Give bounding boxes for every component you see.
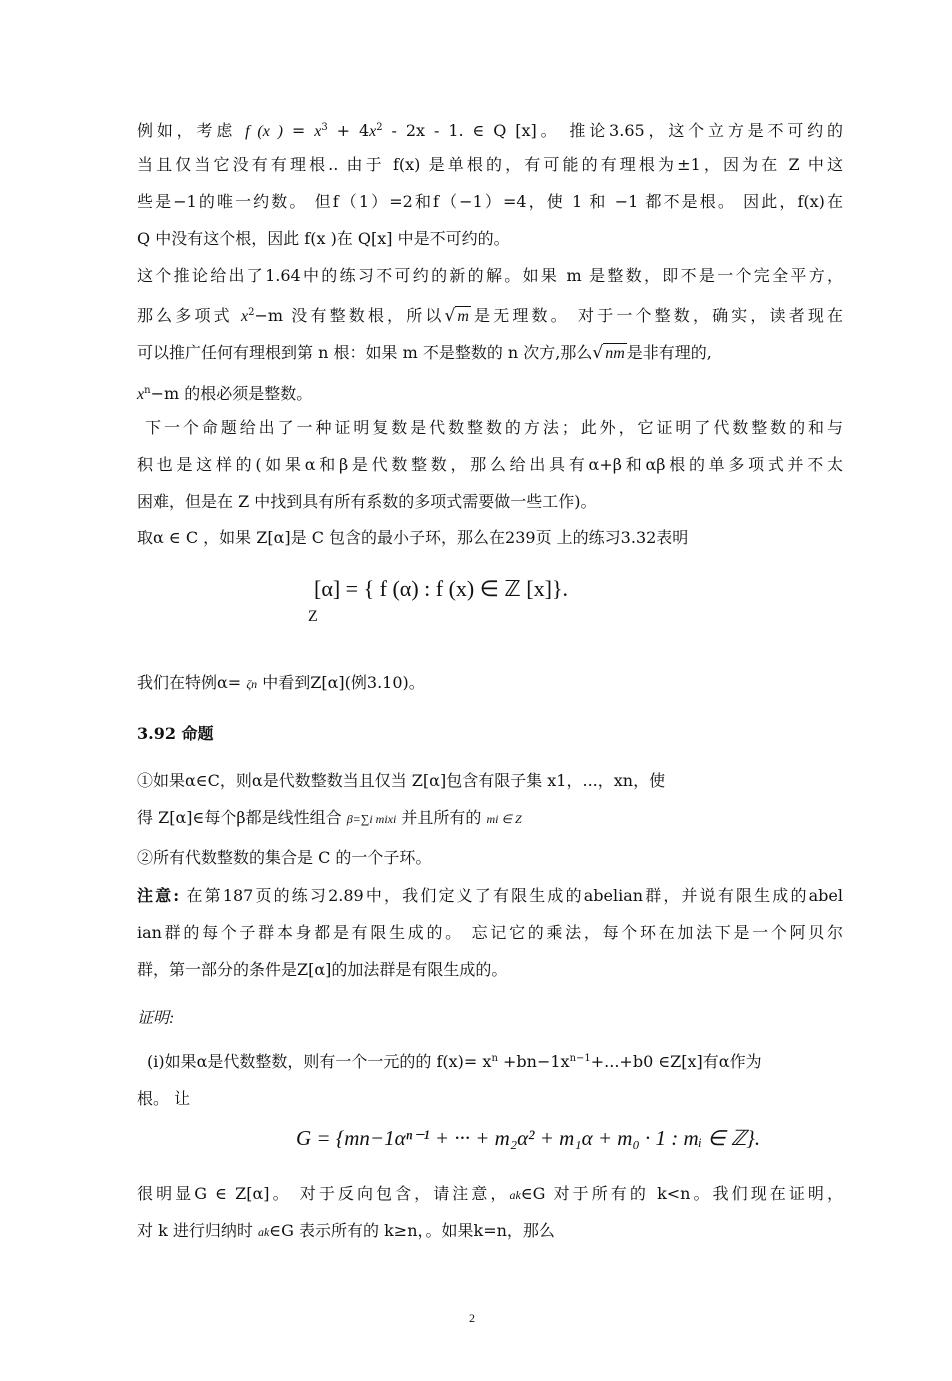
text-line: ian群的每个子群本身都是有限生成的。 忘记它的乘法，每个环在加法下是一个阿贝尔 [137,923,843,942]
text-line: ②所有代数整数的集合是 C 的一个子环。 [137,848,432,867]
text-span: 在第187页的练习2.89中，我们定义了有限生成的abelian群，并说有限生成的abel [179,886,843,905]
text-line: 群，第一部分的条件是Z[α]的加法群是有限生成的。 [137,960,508,979]
sqrt-symbol: √ [592,343,604,363]
text-line: 根。 让 [137,1089,191,1108]
text-span: −m 没有整数根，所以 [254,306,445,325]
math-formula: mi ∈ Z [486,812,522,826]
math-exponent: n−1 [569,1053,591,1064]
text-line [137,303,843,327]
math-exponent: n [491,1053,498,1064]
page-number: 2 [469,1311,475,1325]
math-ak: ak [257,1225,270,1239]
math-exponent: 2 [376,122,383,133]
text-span: 得 Z[α]∈每个β都是线性组合 [137,808,347,827]
text-span: 是无理数。 对于一个整数，确实，读者现在 [470,306,843,325]
text-span: 例如，考虑 [137,121,237,140]
formula-subscript: Z [308,608,318,625]
display-formula: [α] = { f (α) : f (x) ∈ ℤ [x]}. [314,576,568,601]
text-span: +bn−1x [497,1052,570,1071]
text-line [137,118,843,142]
text-line: 困难，但是在 Z 中找到具有所有系数的多项式需要做一些工作)。 [137,492,597,511]
text-span: ∈G 对于所有的 k<n。我们现在证明， [520,1184,843,1203]
text-span: (i)如果α是代数整数，则有一个一元的的 f(x)= x [147,1052,492,1071]
math-radicand: nm [605,345,625,362]
math-zeta: ζn [246,677,258,691]
text-line [137,343,712,364]
text-line [147,1049,762,1072]
math-radicand: m [457,308,469,325]
text-span: 那么多项式 [137,306,241,325]
math-exponent: n [144,385,151,396]
text-span: 对 k 进行归纳时 [137,1221,258,1240]
math-fx: f (x ) [245,123,283,140]
text-line: ①如果α∈C，则α是代数整数当且仅当 Z[α]包含有限子集 x1，...，xn，使 [137,771,666,790]
text-span: + 4 [327,121,370,140]
text-span: 我们在特例α= [137,673,247,692]
math-var: x [369,123,377,140]
text-line: Q 中没有这个根，因此 f(x )在 Q[x] 中是不可约的。 [137,229,510,248]
section-heading: 3.92 命题 [137,724,214,743]
text-line: 下一个命题给出了一种证明复数是代数整数的方法；此外，它证明了代数整数的和与 [145,418,843,437]
math-var: x [241,308,249,325]
text-span: 可以推广任何有理根到第 n 根：如果 m 不是整数的 n 次方,那么 [137,343,593,362]
text-span: = [282,121,315,140]
text-line: 积也是这样的(如果α和β是代数整数，那么给出具有α+β和αβ根的单多项式并不太 [137,455,843,474]
math-var: x [314,123,322,140]
text-line [137,381,312,405]
text-span: 是非有理的, [626,343,712,362]
text-line: 取α ∈ C ，如果 Z[α]是 C 包含的最小子环，那么在239页 上的练习3.32表明 [137,528,689,547]
math-exponent: 2 [248,307,255,318]
text-span: 并且所有的 [396,808,487,827]
text-span: 很明显G ∈ Z[α]。 对于反向包含，请注意， [137,1184,510,1203]
math-exponent: 3 [321,122,328,133]
sqrt-symbol: √ [444,306,456,326]
text-span: - 2x - 1. ∈ Q [x]。 推论3.65，这个立方是不可约的 [382,121,843,140]
text-line [137,886,843,906]
display-formula: G = {mn−1αⁿ⁻¹ + ··· + m₂α² + m₁α + m₀ · 1 : mᵢ ∈ ℤ}. [296,1126,761,1150]
math-formula: β=∑i mixi [346,812,397,826]
text-span: ∈G 表示所有的 k≥n，。如果k=n，那么 [269,1221,555,1240]
math-var: x [137,386,145,403]
text-span: +...+b0 ∈Z[x]有α作为 [590,1052,762,1071]
text-line [137,1184,843,1205]
proof-label: 证明: [137,1010,175,1027]
text-span: 中看到Z[α](例3.10)。 [257,673,425,692]
note-label: 注意: [137,886,180,905]
text-line [137,673,425,694]
text-line: 这个推论给出了1.64中的练习不可约的新的解。如果 m 是整数，即不是一个完全平方， [137,266,843,285]
math-ak: ak [509,1188,521,1202]
text-span: −m 的根必须是整数。 [150,384,313,403]
text-line [137,1221,555,1242]
text-line: 些是−1的唯一约数。 但f（1）=2和f（−1）=4，使 1 和 −1 都不是根。 因此，f(x)在 [137,192,843,211]
text-line [137,808,522,829]
text-line: 当且仅当它没有有理根.. 由于 f(x) 是单根的，有可能的有理根为±1，因为在 Z 中这 [137,155,843,174]
